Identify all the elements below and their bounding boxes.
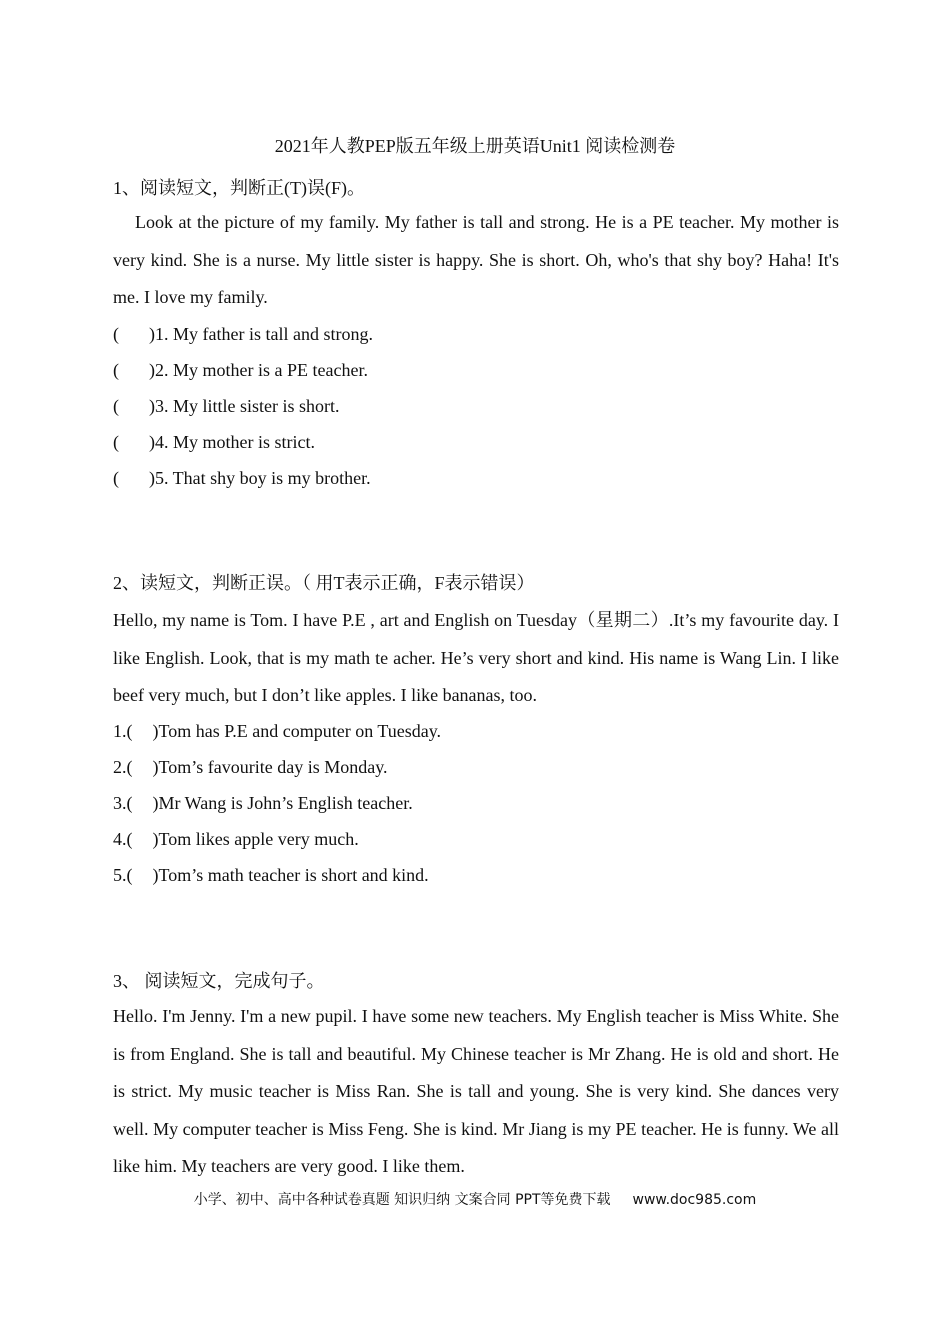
- question-text: 5. That shy boy is my brother.: [155, 468, 371, 488]
- section1-passage-text: Look at the picture of my family. My father is tall and strong. He is a PE teacher. My mother is very kind. She is a nurse. My little sister is happy. She is short. Oh, who's that shy boy? Haha! It's me. I love my family.: [113, 212, 839, 307]
- question-text: Tom has P.E and computer on Tuesday.: [158, 721, 442, 741]
- question-text: 3. My little sister is short.: [155, 396, 340, 416]
- section1-question-1: ( )1. My father is tall and strong.: [113, 324, 373, 344]
- question-text: Mr Wang is John’s English teacher.: [158, 793, 413, 813]
- section2-question-5: 5.( )Tom’s math teacher is short and kind.: [113, 865, 429, 885]
- section3-passage: Hello. I'm Jenny. I'm a new pupil. I have some new teachers. My English teacher is Miss White. She is from England. She is tall and beautiful. My Chinese teacher is Mr Zhang. He is old and short. He is strict. My music teacher is Miss Ran. She is tall and young. She is very kind. She dances very well. My computer teacher is Miss Feng. She is kind. Mr Jiang is my PE teacher. He is funny. We all like him. My teachers are very good. I like them.: [113, 1006, 839, 1176]
- section2-question-1: 1.( )Tom has P.E and computer on Tuesday.: [113, 721, 442, 741]
- section2-heading: 2、读短文，判断正误。（ 用T表示正确，F表示错误）: [113, 573, 535, 593]
- question-number: 5.: [113, 865, 127, 885]
- footer-text: 小学、初中、高中各种试卷真题 知识归纳 文案合同 PPT等免费下载: [193, 1192, 611, 1208]
- question-number: 4.: [113, 829, 127, 849]
- page-title: 2021年人教PEP版五年级上册英语Unit1 阅读检测卷: [274, 136, 676, 156]
- question-text: Tom likes apple very much.: [158, 829, 359, 849]
- section3-heading: 3、 阅读短文，完成句子。: [113, 971, 325, 991]
- section1-question-2: ( )2. My mother is a PE teacher.: [113, 360, 368, 380]
- question-text: 2. My mother is a PE teacher.: [155, 360, 368, 380]
- section1-heading: 1、阅读短文，判断正(T)误(F)。: [113, 178, 365, 198]
- section2-question-4: 4.( )Tom likes apple very much.: [113, 829, 359, 849]
- question-text: Tom’s favourite day is Monday.: [158, 757, 388, 777]
- question-text: 4. My mother is strict.: [155, 432, 315, 452]
- section1-question-3: ( )3. My little sister is short.: [113, 396, 340, 416]
- section2-passage: Hello, my name is Tom. I have P.E , art and English on Tuesday（星期二）.It’s my favourite day. I like English. Look, that is my math te acher. He’s very short and kind. His name is Wang Lin. I like beef very much, but I don’t like apples. I like bananas, too.: [113, 610, 839, 705]
- footer-url[interactable]: www.doc985.com: [632, 1192, 757, 1208]
- question-number: 2.: [113, 757, 127, 777]
- question-text: Tom’s math teacher is short and kind.: [158, 865, 429, 885]
- section1-passage: [113, 204, 839, 317]
- question-number: 1.: [113, 721, 127, 741]
- section1-question-4: ( )4. My mother is strict.: [113, 432, 315, 452]
- question-text: 1. My father is tall and strong.: [155, 324, 373, 344]
- page-footer: [0, 1189, 950, 1211]
- section2-question-3: 3.( )Mr Wang is John’s English teacher.: [113, 793, 413, 813]
- question-number: 3.: [113, 793, 127, 813]
- section2-question-2: 2.( )Tom’s favourite day is Monday.: [113, 757, 388, 777]
- section1-question-5: ( )5. That shy boy is my brother.: [113, 468, 371, 488]
